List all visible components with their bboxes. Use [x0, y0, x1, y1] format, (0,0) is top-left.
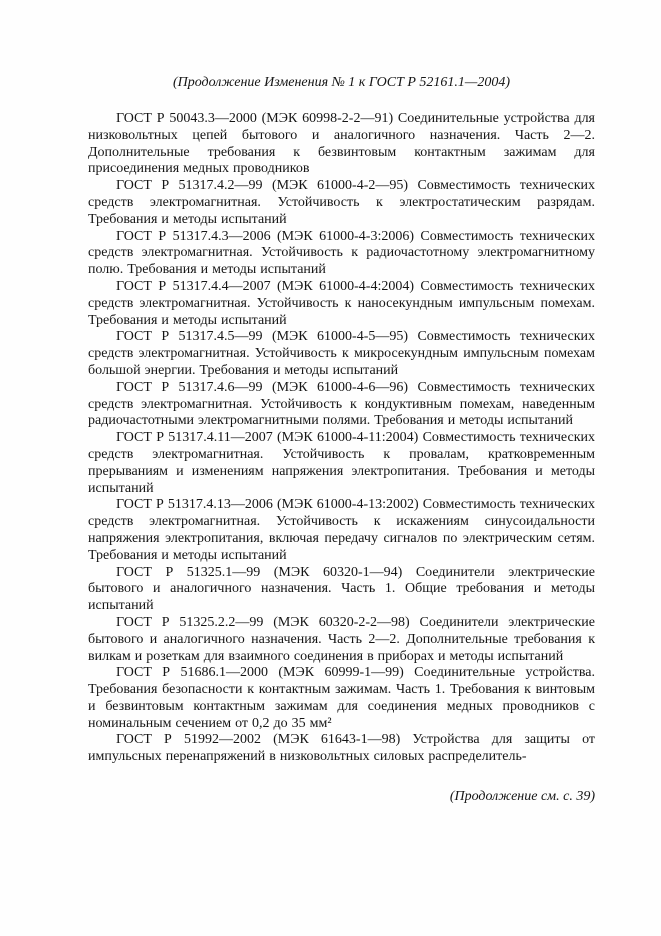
continuation-footer: (Продолжение см. с. 39) — [449, 789, 595, 805]
paragraph: ГОСТ Р 51686.1—2000 (МЭК 60999-1—99) Соединительные устройства. Требования безопасности к контактным зажимам. Часть 1. Требования к винтовым и безвинтовым контактным зажимам для соединения медных проводников с номинальным сечением от 0,2 до 35 мм² — [88, 665, 595, 731]
continuation-header: (Продолжение Изменения № 1 к ГОСТ Р 52161.1—2004) — [172, 75, 511, 90]
paragraph: ГОСТ Р 51317.4.6—99 (МЭК 61000-4-6—96) Совместимость технических средств электромагнитная. Устойчивость к кондуктивным помехам, наведенным радиочастотными электромагнитными полями. Требования и методы испытаний — [88, 379, 595, 429]
paragraph: ГОСТ Р 51317.4.2—99 (МЭК 61000-4-2—95) Совместимость технических средств электромагнитная. Устойчивость к электростатическим разрядам. Требования и методы испытаний — [88, 178, 595, 227]
paragraph: ГОСТ Р 51317.4.4—2007 (МЭК 61000-4-4:2004) Совместимость технических средств электромагнитная. Устойчивость к наносекундным импульсным помехам. Требования и методы испытаний — [88, 278, 595, 328]
paragraph: ГОСТ Р 50043.3—2000 (МЭК 60998-2-2—91) Соединительные устройства для низковольтных цепей бытового и аналогичного назначения. Часть 2—2. Дополнительные требования к безвинтовым контактным зажимам для присоединения медных проводников — [88, 111, 595, 177]
paragraph: ГОСТ Р 51325.1—99 (МЭК 60320-1—94) Соединители электрические бытового и аналогичного назначения. Часть 1. Общие требования и методы испытаний — [88, 564, 595, 614]
paragraph: ГОСТ Р 51317.4.13—2006 (МЭК 61000-4-13:2002) Совместимость технических средств электромагнитная. Устойчивость к искажениям синусоидальности напряжения электропитания, включая передачу сигналов по электрическим сетям. Требования и методы испытаний — [88, 497, 595, 563]
paragraph: ГОСТ Р 51325.2.2—99 (МЭК 60320-2-2—98) Соединители электрические бытового и аналогичного назначения. Часть 2—2. Дополнительные требования к вилкам и розеткам для взаимного соединения в приборах и методы испытаний — [88, 614, 595, 664]
paragraph: ГОСТ Р 51317.4.11—2007 (МЭК 61000-4-11:2004) Совместимость технических средств электромагнитная. Устойчивость к провалам, кратковременным прерываниям и изменениям напряжения электропитания. Требования и методы испытаний — [88, 430, 595, 496]
paragraph: ГОСТ Р 51317.4.3—2006 (МЭК 61000-4-3:2006) Совместимость технических средств электромагнитная. Устойчивость к радиочастотному электромагнитному полю. Требования и методы испытаний — [88, 228, 595, 278]
paragraph: ГОСТ Р 51992—2002 (МЭК 61643-1—98) Устройства для защиты от импульсных перенапряжений в низковольтных силовых распределитель- — [88, 732, 595, 765]
paragraph: ГОСТ Р 51317.4.5—99 (МЭК 61000-4-5—95) Совместимость технических средств электромагнитная. Устойчивость к микросекундным импульсным помехам большой энергии. Требования и методы испытаний — [88, 329, 595, 378]
body-text — [88, 111, 595, 766]
